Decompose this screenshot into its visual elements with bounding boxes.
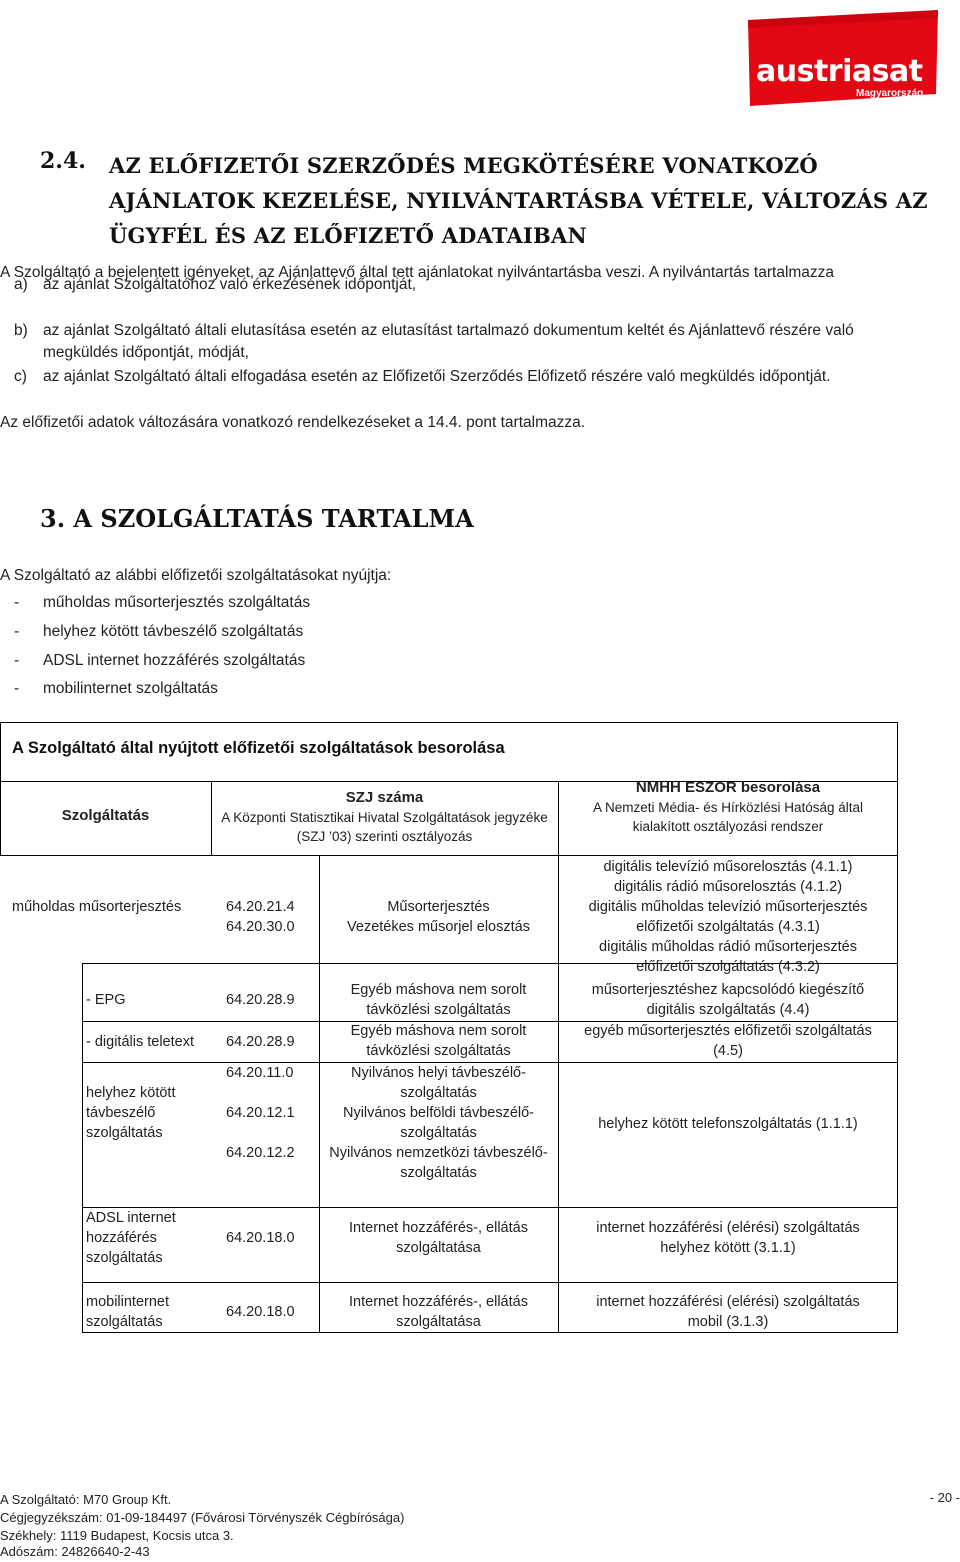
logo-brand: austriasat [756,54,923,89]
section-number: 2.4. [40,148,86,174]
logo-sub: Magyarország [856,88,924,99]
header-nmhh: NMHH ESZOR besorolása A Nemzeti Média- és Hírközlési Hatóság által kialakított osztályozási rendszer [592,779,864,834]
header-szj: SZJ száma A Központi Statisztikai Hivatal Szolgáltatások jegyzéke (SZJ ’03) szerinti osztályozás [221,789,548,844]
page-number: - 20 - [929,1490,960,1505]
table-title: A Szolgáltató által nyújtott előfizetői szolgáltatások besorolása [12,739,505,757]
header-service: Szolgáltatás [61,807,150,824]
footer-company: A Szolgáltató: M70 Group Kft. [0,1492,172,1507]
section-3-intro: A Szolgáltató az alábbi előfizetői szolgáltatásokat nyújtja: [0,567,392,584]
footer-tax-number: Adószám: 24826640-2-43 [0,1544,150,1559]
austriasat-logo [738,4,942,112]
footer-address: Székhely: 1119 Budapest, Kocsis utca 3. [0,1528,234,1543]
section-title: AZ ELŐFIZETŐI SZERZŐDÉS MEGKÖTÉSÉRE VONATKOZÓ AJÁNLATOK KEZELÉSE, NYILVÁNTARTÁSBA VÉTELE, VÁLTOZÁS AZ ÜGYFÉL ÉS AZ ELŐFIZETŐ ADATAIBAN [109,153,928,248]
footer-registration: Cégjegyzékszám: 01-09-184497 (Fővárosi Törvényszék Cégbírósága) [0,1510,405,1525]
section-intro: A Szolgáltató a bejelentett igényeket, az Ajánlattevő által tett ajánlatokat nyilvántartásba veszi. A nyilvántartás tartalmazza [0,264,835,281]
section-3-title: 3. A SZOLGÁLTATÁS TARTALMA [40,504,474,533]
closing-paragraph: Az előfizetői adatok változására vonatkozó rendelkezéseket a 14.4. pont tartalmazza. [0,414,586,431]
